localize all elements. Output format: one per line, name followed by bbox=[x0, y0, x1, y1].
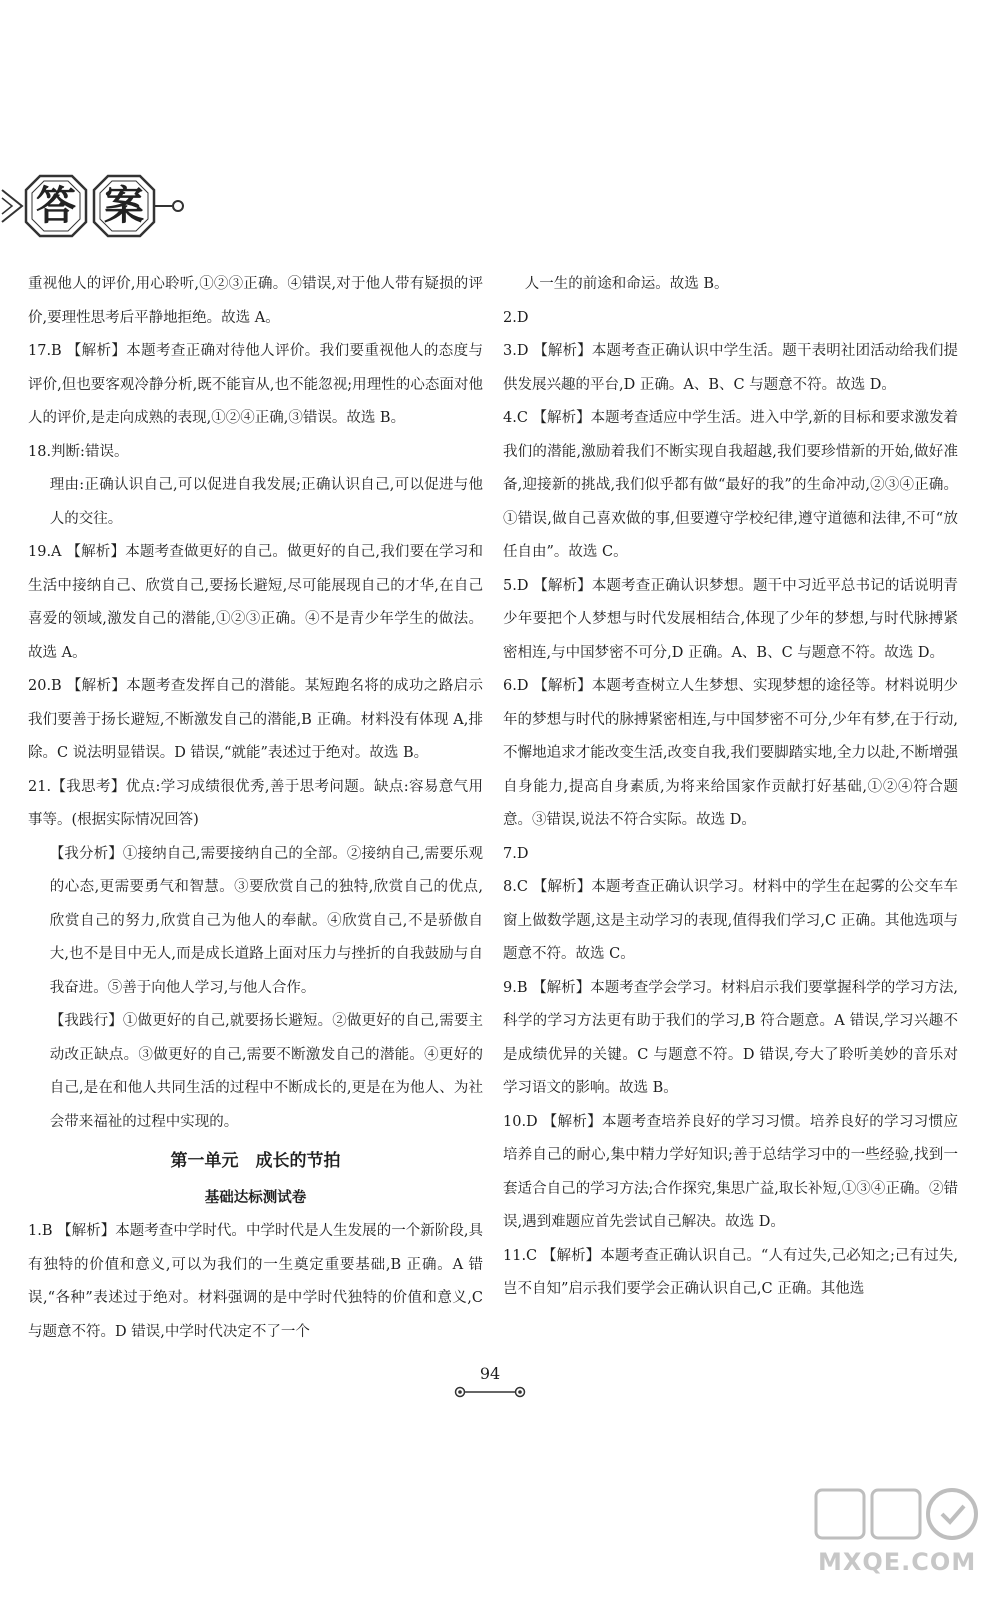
answer-21-analysis: 【我分析】①接纳自己,需要接纳自己的全部。②接纳自己,需要乐观的心态,更需要勇气和智慧。③要欣赏自己的独特,欣赏自己的优点,欣赏自己的努力,欣赏自己为他人的奉献。④欣赏自己,不是骄傲自大,也不是目中无人,而是成长道路上面对压力与挫折的自我鼓励与自我奋进。⑤善于向他人学习,与他人合作。 bbox=[49, 845, 483, 996]
answer-7: 7.D bbox=[503, 845, 529, 862]
answer-8: 8.C 【解析】本题考查正确认识学习。材料中的学生在起雾的公交车车窗上做数学题,这是主动学习的表现,值得我们学习,C 正确。其他选项与题意不符。故选 C。 bbox=[503, 879, 958, 962]
watermark-logo-icon bbox=[810, 1482, 985, 1552]
answer-18: 18.判断:错误。 bbox=[28, 443, 129, 460]
answer-21-practice: 【我践行】①做更好的自己,就要扬长避短。②做更好的自己,需要主动改正缺点。③做更好的自己,需要不断激发自己的潜能。④更好的自己,是在和他人共同生活的过程中不断成长的,更是在为他人、为社会带来福祉的过程中实现的。 bbox=[49, 1013, 483, 1130]
answer-1-cont: 人一生的前途和命运。故选 B。 bbox=[524, 276, 729, 292]
answer-21: 21.【我思考】优点:学习成绩很优秀,善于思考问题。缺点:容易意气用事等。(根据实际情况回答) bbox=[28, 778, 483, 828]
right-column bbox=[503, 268, 958, 1307]
answer-18-reason: 理由:正确认识自己,可以促进自我发展;正确认识自己,可以促进与他人的交往。 bbox=[49, 477, 483, 527]
answer-17: 17.B 【解析】本题考查正确对待他人评价。我们要重视他人的态度与评价,但也要客观冷静分析,既不能盲从,也不能忽视;用理性的心态面对他人的评价,是走向成熟的表现,①②④正确,③错误。故选 B。 bbox=[28, 343, 483, 426]
header-char-2: 案 bbox=[104, 182, 144, 229]
left-column bbox=[28, 268, 483, 1349]
answer-6: 6.D 【解析】本题考查树立人生梦想、实现梦想的途径等。材料说明少年的梦想与时代的脉搏紧密相连,与中国梦密不可分,少年有梦,在于行动,不懈地追求才能改变生活,改变自我,我们要脚踏实地,全力以赴,不断增强自身能力,提高自身素质,为将来给国家作贡献打好基础,①②④符合题意。③错误,说法不符合实际。故选 D。 bbox=[503, 678, 958, 828]
answer-1: 1.B 【解析】本题考查中学时代。中学时代是人生发展的一个新阶段,具有独特的价值和意义,可以为我们的一生奠定重要基础,B 正确。A 错误,“各种”表述过于绝对。材料强调的是中学时代独特的价值和意义,C 与题意不符。D 错误,中学时代决定不了一个 bbox=[28, 1223, 483, 1340]
page-footer bbox=[420, 1364, 560, 1403]
answer-2: 2.D bbox=[503, 309, 529, 326]
answer-11: 11.C 【解析】本题考查正确认识自己。“人有过失,己必知之;己有过失,岂不自知”启示我们要学会正确认识自己,C 正确。其他选 bbox=[503, 1247, 958, 1297]
page-number: 94 bbox=[479, 1364, 501, 1383]
answer-5: 5.D 【解析】本题考查正确认识梦想。题干中习近平总书记的话说明青少年要把个人梦想与时代发展相结合,体现了少年的梦想,与时代脉搏紧密相连,与中国梦密不可分,D 正确。A、B、C 与题意不符。故选 D。 bbox=[503, 577, 958, 661]
watermark-text: MXQE.COM bbox=[818, 1548, 977, 1576]
answer-3: 3.D 【解析】本题考查正确认识中学生活。题干表明社团活动给我们提供发展兴趣的平台,D 正确。A、B、C 与题意不符。故选 D。 bbox=[503, 343, 958, 393]
answer-header bbox=[0, 160, 200, 255]
unit-subtitle: 基础达标测试卷 bbox=[204, 1190, 307, 1206]
answer-9: 9.B 【解析】本题考查学会学习。材料启示我们要掌握科学的学习方法,科学的学习方法更有助于我们的学习,B 符合题意。A 错误,学习兴趣不是成绩优异的关键。C 与题意不符。D 错误,夸大了聆听美妙的音乐对学习语文的影响。故选 B。 bbox=[503, 979, 958, 1096]
answer-10: 10.D 【解析】本题考查培养良好的学习习惯。培养良好的学习习惯应培养自己的耐心,集中精力学好知识;善于总结学习中的一些经验,找到一套适合自己的学习方法;合作探究,集思广益,取长补短,①③④正确。②错误,遇到难题应首先尝试自己解决。故选 D。 bbox=[503, 1113, 958, 1230]
answer-4: 4.C 【解析】本题考查适应中学生活。进入中学,新的目标和要求激发着我们的潜能,激励着我们不断实现自我超越,我们要珍惜新的开始,做好准备,迎接新的挑战,我们似乎都有做“最好的我”的生命冲动,②③④正确。①错误,做自己喜欢做的事,但要遵守学校纪律,遵守道德和法律,不可“放任自由”。故选 C。 bbox=[503, 410, 958, 560]
page-ornament-icon bbox=[420, 1385, 560, 1399]
watermark bbox=[810, 1482, 985, 1592]
answer-19: 19.A 【解析】本题考查做更好的自己。做更好的自己,我们要在学习和生活中接纳自己、欣赏自己,要扬长避短,尽可能展现自己的才华,在自己喜爱的领域,激发自己的潜能,①②③正确。④不是青少年学生的做法。故选 A。 bbox=[28, 544, 483, 661]
unit-title: 第一单元 成长的节拍 bbox=[170, 1151, 341, 1171]
answer-20: 20.B 【解析】本题考查发挥自己的潜能。某短跑名将的成功之路启示我们要善于扬长避短,不断激发自己的潜能,B 正确。材料没有体现 A,排除。C 说法明显错误。D 错误,“就能”表述过于绝对。故选 B。 bbox=[28, 678, 483, 761]
header-char-1: 答 bbox=[36, 182, 76, 229]
answer-paragraph: 重视他人的评价,用心聆听,①②③正确。④错误,对于他人带有疑损的评价,要理性思考后平静地拒绝。故选 A。 bbox=[28, 276, 483, 326]
